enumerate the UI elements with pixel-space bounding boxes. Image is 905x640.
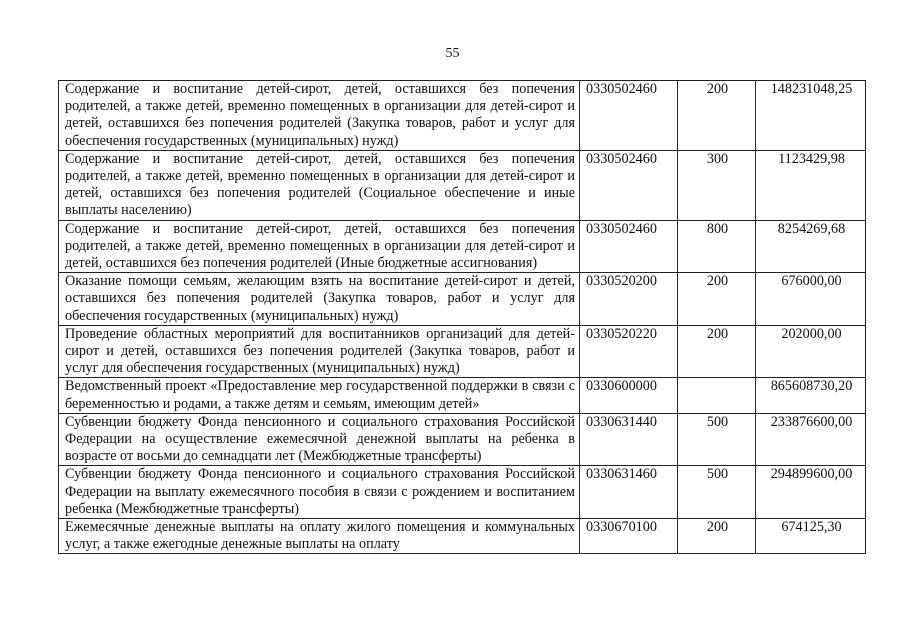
row-code: 0330600000	[580, 378, 678, 413]
table-row	[59, 273, 866, 326]
row-expense-type: 500	[678, 466, 756, 519]
table-row	[59, 519, 866, 554]
row-code: 0330502460	[580, 150, 678, 220]
page-number: 55	[445, 46, 460, 61]
row-amount: 1123429,98	[756, 150, 866, 220]
row-amount: 294899600,00	[756, 466, 866, 519]
row-expense-type: 200	[678, 273, 756, 326]
row-amount: 148231048,25	[756, 81, 866, 151]
table-row	[59, 325, 866, 378]
row-expense-type: 300	[678, 150, 756, 220]
table-row	[59, 81, 866, 151]
row-expense-type: 200	[678, 519, 756, 554]
row-expense-type: 500	[678, 413, 756, 466]
row-description: Проведение областных мероприятий для воспитанников организаций для детей-сирот и детей, оставшихся без попечения родителей (Закупка товаров, работ и услуг для обеспечения государственных (муниципальных) нужд)	[59, 325, 580, 378]
table-row	[59, 466, 866, 519]
row-expense-type	[678, 378, 756, 413]
row-code: 0330631460	[580, 466, 678, 519]
row-description: Содержание и воспитание детей-сирот, детей, оставшихся без попечения родителей, а также детей, временно помещенных в организации для детей-сирот и детей, оставшихся без попечения родителей (Социальное обеспечение и иные выплаты населению)	[59, 150, 580, 220]
row-amount: 233876600,00	[756, 413, 866, 466]
row-amount: 8254269,68	[756, 220, 866, 273]
row-description: Ведомственный проект «Предоставление мер государственной поддержки в связи с беременностью и родами, а также детям и семьям, имеющим детей»	[59, 378, 580, 413]
table-row	[59, 413, 866, 466]
table-row	[59, 150, 866, 220]
row-expense-type: 200	[678, 325, 756, 378]
row-code: 0330631440	[580, 413, 678, 466]
row-expense-type: 800	[678, 220, 756, 273]
row-amount: 674125,30	[756, 519, 866, 554]
budget-table-body	[59, 81, 866, 554]
row-description: Содержание и воспитание детей-сирот, детей, оставшихся без попечения родителей, а также детей, временно помещенных в организации для детей-сирот и детей, оставшихся без попечения родителей (Закупка товаров, работ и услуг для обеспечения государственных (муниципальных) нужд)	[59, 81, 580, 151]
row-code: 0330520220	[580, 325, 678, 378]
row-code: 0330502460	[580, 81, 678, 151]
row-description: Ежемесячные денежные выплаты на оплату жилого помещения и коммунальных услуг, а также ежегодные денежные выплаты на оплату	[59, 519, 580, 554]
row-description: Субвенции бюджету Фонда пенсионного и социального страхования Российской Федерации на выплату ежемесячного пособия в связи с рождением и воспитанием ребенка (Межбюджетные трансферты)	[59, 466, 580, 519]
row-expense-type: 200	[678, 81, 756, 151]
row-amount: 202000,00	[756, 325, 866, 378]
row-description: Субвенции бюджету Фонда пенсионного и социального страхования Российской Федерации на осуществление ежемесячной денежной выплаты на ребенка в возрасте от восьми до семнадцати лет (Межбюджетные трансферты)	[59, 413, 580, 466]
table-row	[59, 378, 866, 413]
row-code: 0330670100	[580, 519, 678, 554]
row-amount: 676000,00	[756, 273, 866, 326]
budget-table	[58, 80, 866, 554]
table-row	[59, 220, 866, 273]
row-code: 0330520200	[580, 273, 678, 326]
row-amount: 865608730,20	[756, 378, 866, 413]
row-code: 0330502460	[580, 220, 678, 273]
row-description: Содержание и воспитание детей-сирот, детей, оставшихся без попечения родителей, а также детей, временно помещенных в организации для детей-сирот и детей, оставшихся без попечения родителей (Иные бюджетные ассигнования)	[59, 220, 580, 273]
row-description: Оказание помощи семьям, желающим взять на воспитание детей-сирот и детей, оставшихся без попечения родителей (Закупка товаров, работ и услуг для обеспечения государственных (муниципальных) нужд)	[59, 273, 580, 326]
